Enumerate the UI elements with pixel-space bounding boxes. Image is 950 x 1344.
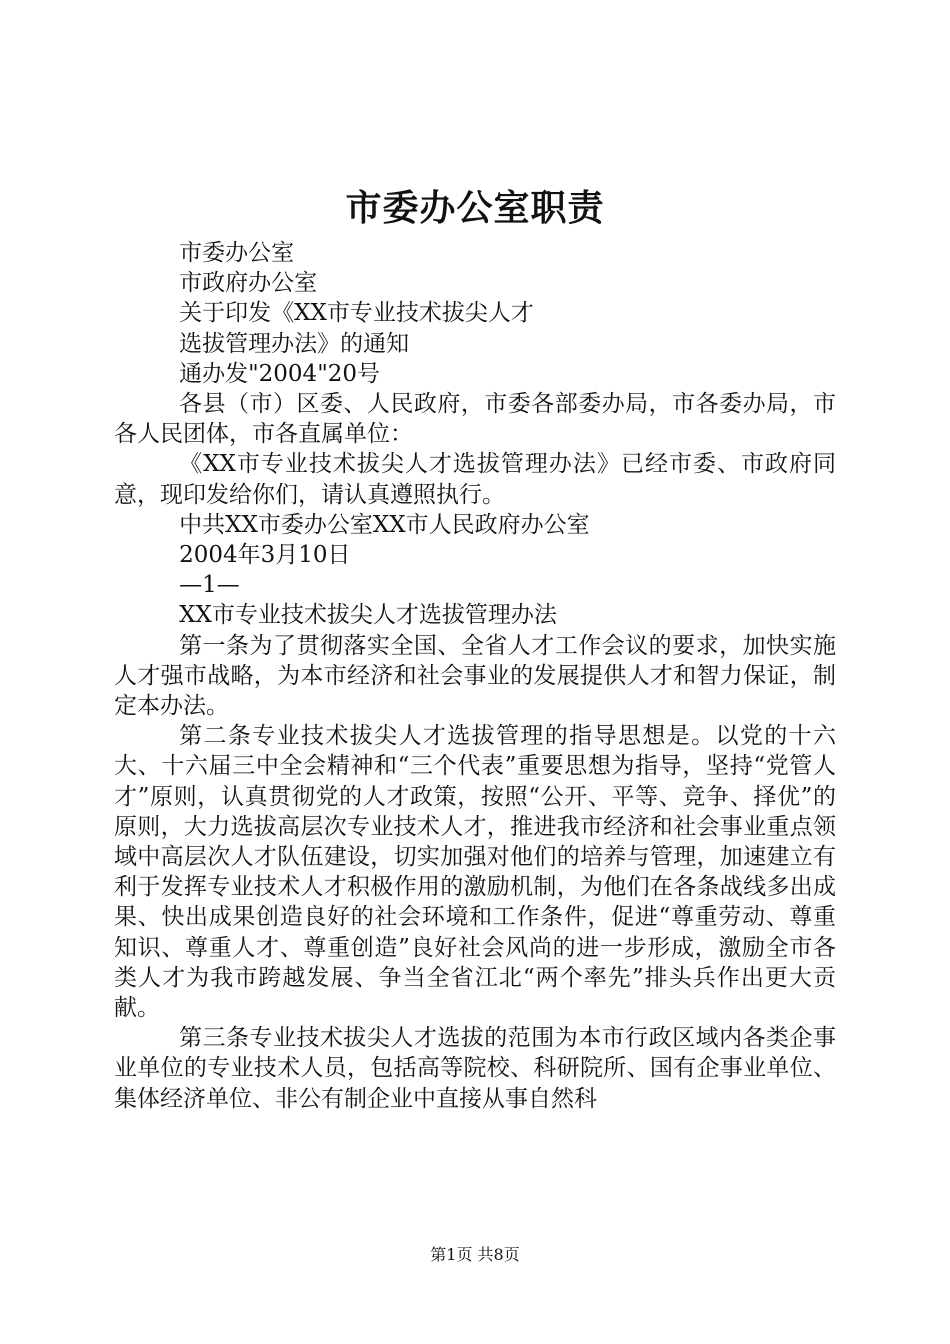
paragraph-notice-title-2: 选拔管理办法》的通知 (179, 330, 410, 357)
paragraph-article-3: 第三条专业技术拔尖人才选拔的范围为本市行政区域内各类企事业单位的专业技术人员，包括高等院校、科研院所、国有企事业单位、集体经济单位、非公有制企业中直接从事自然科 (114, 1025, 836, 1112)
paragraph-recipient-2: 市政府办公室 (179, 270, 318, 297)
paragraph-page-marker: —1— (179, 572, 240, 599)
paragraph-date: 2004年3月10日 (179, 542, 351, 569)
paragraph-notice-title-1: 关于印发《XX市专业技术拔尖人才 (179, 300, 534, 327)
document-body (114, 238, 836, 1114)
paragraph-notice-body: 《XX市专业技术拔尖人才选拔管理办法》已经市委、市政府同意，现印发给你们，请认真遵照执行。 (114, 451, 836, 508)
paragraph-issuer: 中共XX市委办公室XX市人民政府办公室 (179, 511, 590, 538)
document-title: 市委办公室职责 (345, 187, 605, 229)
paragraph-recipient-1: 市委办公室 (179, 240, 295, 266)
paragraph-addressees: 各县（市）区委、人民政府，市委各部委办局，市各委办局，市各人民团体，市各直属单位： (114, 391, 836, 448)
paragraph-article-2: 第二条专业技术拔尖人才选拔管理的指导思想是。以党的十六大、十六届三中全会精神和“三个代表”重要思想为指导，坚持“党管人才”原则，认真贯彻党的人才政策，按照“公开、平等、竞争、择优”的原则，大力选拔高层次专业技术人才，推进我市经济和社会事业重点领域中高层次人才队伍建设，切实加强对他们的培养与管理，加速建立有利于发挥专业技术人才积极作用的激励机制，为他们在各条战线多出成果、快出成果创造良好的社会环境和工作条件，促进“尊重劳动、尊重知识、尊重人才、尊重创造”良好社会风尚的进一步形成，激励全市各类人才为我市跨越发展、争当全省江北“两个率先”排头兵作出更大贡献。 (114, 723, 836, 1022)
paragraph-measures-title: XX市专业技术拔尖人才选拔管理办法 (179, 602, 557, 629)
paragraph-article-1: 第一条为了贯彻落实全国、全省人才工作会议的要求，加快实施人才强市战略，为本市经济和社会事业的发展提供人才和智力保证，制定本办法。 (114, 632, 836, 720)
page-footer: 第1页 共8页 (430, 1245, 520, 1264)
paragraph-document-number: 通办发"2004"20号 (179, 360, 381, 387)
